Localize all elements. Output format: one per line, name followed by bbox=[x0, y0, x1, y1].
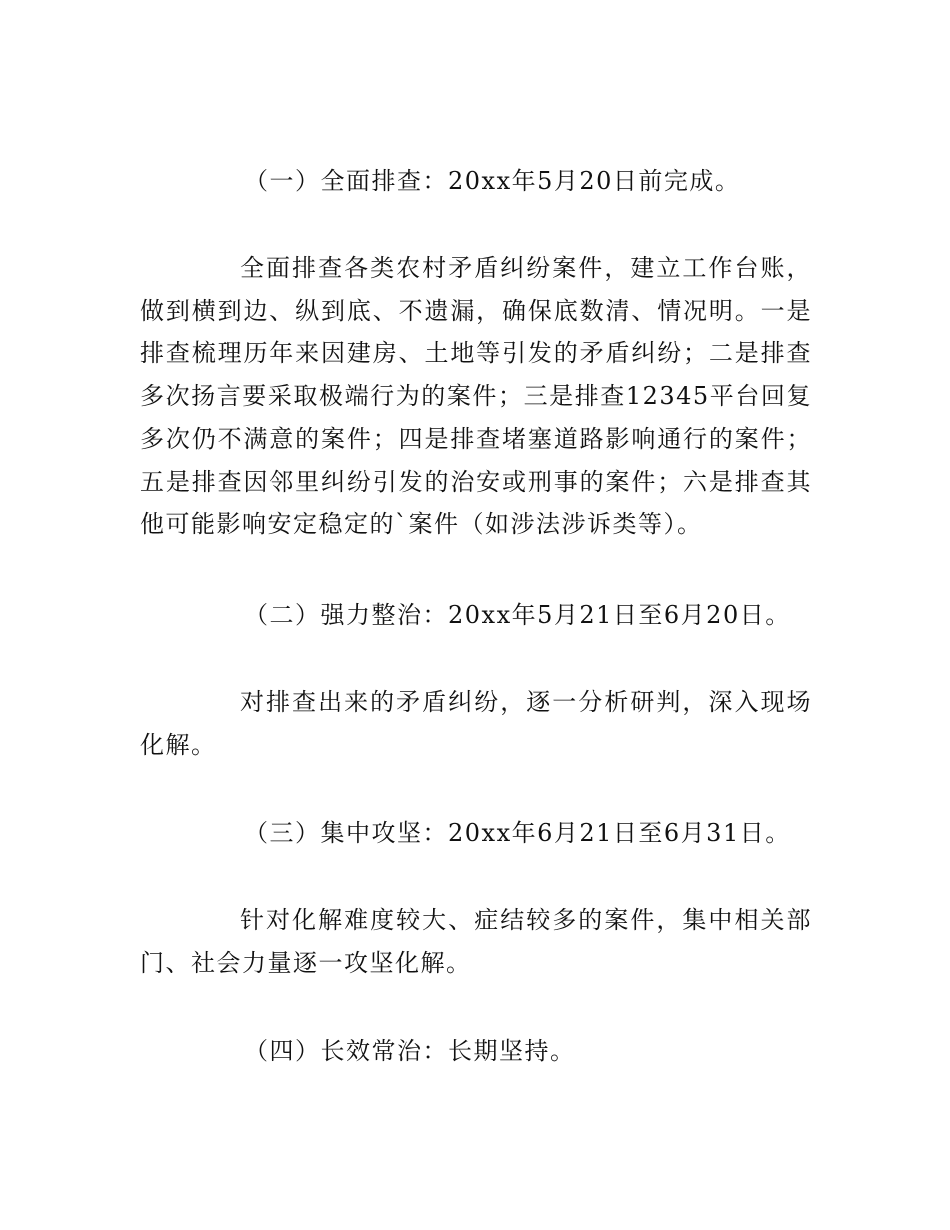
section-1-heading: （一）全面排查：20xx年5月20日前完成。 bbox=[244, 167, 741, 195]
section-3-body: 针对化解难度较大、症结较多的案件，集中相关部门、社会力量逐一攻坚化解。 bbox=[140, 906, 812, 977]
section-3-heading: （三）集中攻坚：20xx年6月21日至6月31日。 bbox=[244, 819, 791, 847]
section-2-body: 对排查出来的矛盾纠纷，逐一分析研判，深入现场化解。 bbox=[140, 688, 812, 759]
section-2-heading: （二）强力整治：20xx年5月21日至6月20日。 bbox=[244, 601, 791, 629]
section-4-heading: （四）长效常治：长期坚持。 bbox=[244, 1037, 576, 1065]
section-1-body: 全面排查各类农村矛盾纠纷案件，建立工作台账，做到横到边、纵到底、不遗漏，确保底数清、情况明。一是排查梳理历年来因建房、土地等引发的矛盾纠纷；二是排查多次扬言要采取极端行为的案件；三是排查12345平台回复多次仍不满意的案件；四是排查堵塞道路影响通行的案件；五是排查因邻里纠纷引发的治安或刑事的案件；六是排查其他可能影响安定稳定的`案件（如涉法涉诉类等）。 bbox=[140, 254, 812, 539]
